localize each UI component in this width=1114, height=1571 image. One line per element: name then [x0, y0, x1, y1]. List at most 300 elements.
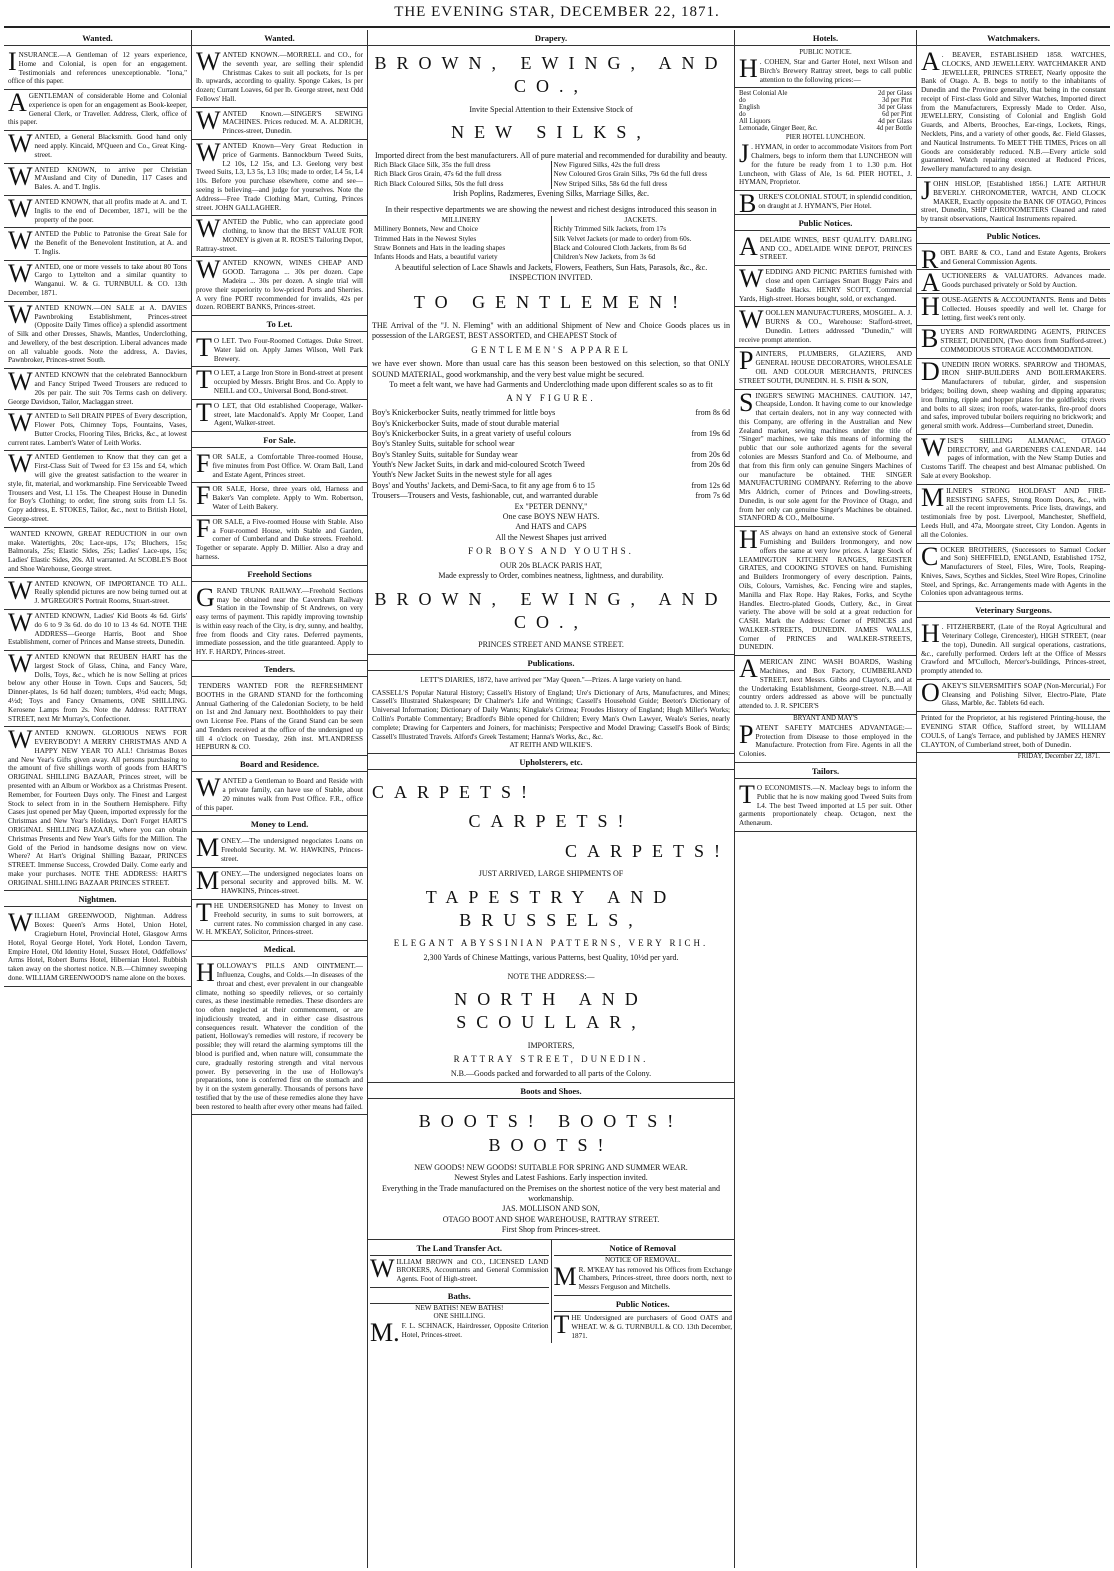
ad-text: OOLLEN MANUFACTURERS, MOSGIEL. A. J. BURNS & CO., Warehouse: Stafford-street, Dunedin. Letters addressed "Dunedin," will receive prompt attention.	[739, 309, 912, 344]
ad-text: . BEAVER, ESTABLISHED 1858. WATCHES, CLOCKS, AND JEWELLERY. WATCHMAKER AND JEWELLER, PRINCES STREET, Nearly opposite the Bank of Otago. A. B. begs to notify to the inhabitants of Dunedin and the Province generally, that being in the constant receipt of First-class Gold and Silver Watches, Imported direct from the Manufacturers, Expressly Made to Order. Also, JEWELLERY, Consisting of Colonial and English Gold Guards, and Alberts, Brooches, Ear-rings, Lockets, Rings, Necklets, Pins, and a variety of other goods, &c. Field Glasses, and Nautical Instruments. To MEET THE TIMES, Prices on all Goods are considerably reduced. N.B.—Every article sold guaranteed. Watch repairing executed at Reduced Prices, Jewellery manufactured to any design.	[921, 51, 1106, 174]
ad-text: OLLOWAY'S PILLS AND OINTMENT.—Influenza, Coughs, and Colds.—In diseases of the throat and chest, ever prevalent in our changeable climate, nothing so speedily relieves, or so certainly cures, as these inestimable remedies. These disorders are too often neglected at their commencement, or are injudiciously treated, and in either case disastrous consequences result. Whatever the condition of the patient, Holloway's remedies will restore, if recovery be possible; they will retard the alarming symptoms till the blood is purified and, when nature will, consummate the cure, gradually restoring strength and vital nervous power. By persevering in the use of Holloway's preparations, tone is conferred first on the stomach and by it on the system generally. Thousands of persons have testified that by the use of these remedies alone they have been restored to health after every other means had failed.	[196, 962, 363, 1111]
drop-cap: T	[196, 365, 212, 395]
advertisement	[192, 397, 367, 432]
ad-text: NSURANCE.—A Gentleman of 12 years experience, Home and Colonial, is open for an engagement. Testimonials and references unexceptionable. "Iona," office of this paper.	[8, 51, 187, 86]
ad-text: OTAGO BOOT AND SHOE WAREHOUSE, RATTRAY STREET.	[442, 1214, 660, 1224]
advertisement	[4, 258, 191, 302]
drop-cap: A	[921, 268, 940, 298]
masthead-rule	[4, 26, 1110, 28]
drop-cap: B	[739, 189, 757, 219]
ad-text: And HATS and CAPS	[515, 522, 587, 532]
ad-text: ONEY.—The undersigned negociates Loans on Freehold Security. M. W. HAWKINS, Princes-street.	[221, 837, 363, 863]
suit-row	[372, 491, 730, 501]
ad-text: ANTED Known.—SINGER'S SEWING MACHINES. Prices reduced. M. A. ALDRICH, Princes-street, Dunedin.	[222, 109, 363, 136]
advertisement	[192, 335, 367, 367]
drop-cap: T	[553, 1310, 570, 1339]
suit-row	[372, 429, 730, 439]
advertisement	[192, 900, 367, 941]
suit-item: Boy's Stanley Suits, suitable for Sunday wear	[372, 449, 518, 459]
section-heading: Freehold Sections	[192, 566, 367, 582]
drop-cap: M	[196, 833, 220, 863]
ad-text: ANTED Gentlemen to Know that they can get a First-Class Suit of Tweed for £3 15s and £4, which will give the greatest satisfaction to the wearer in style, fit, material, and workmanship. Fine Serviceable Tweed Trousers and Vest, L1 15s. The Cheapest House in Dunedin for Boy's Clothing; to order, fine strong suits from L1 5s. Copy address, E. STOKES, Tailor, &c., next to British Hotel, George-street.	[8, 453, 187, 523]
ad-title: CARPETS!	[372, 782, 538, 803]
ad-text: In their respective departments we are showing the newest and richest designs introduced this season in	[385, 205, 717, 215]
advertisement	[917, 621, 1110, 680]
bottom-right	[552, 1240, 735, 1344]
section-heading: Public Notices.	[554, 1295, 733, 1312]
advertisement	[4, 575, 191, 610]
columns	[4, 30, 1110, 1568]
advertisement	[917, 175, 1110, 228]
advertisement	[192, 140, 367, 216]
ad-text: Newest Styles and Latest Fashions. Early inspection invited.	[454, 1173, 648, 1183]
drop-cap: W	[8, 575, 33, 605]
ad-text: ANTED KNOWN that the celebrated Bannockburn and Fancy Striped Tweed Trousers are reduced to 20s per pair. The suit 70s Terms cash on delivery. George Davidson, Tailor, Maclaggan street.	[8, 371, 187, 406]
advertisement	[4, 410, 191, 451]
drop-cap: F	[196, 449, 211, 479]
drop-cap: W	[8, 649, 33, 679]
advertisement	[192, 257, 367, 316]
advertisement	[735, 231, 916, 266]
list-item: Children's New Jackets, from 3s 6d	[553, 253, 656, 262]
drop-cap: W	[921, 432, 946, 462]
price-row	[739, 118, 912, 125]
ad-text: ANTED the Public to Patronise the Great Sale for the Benefit of the Benevolent Institution, at A. and T. Inglis.	[34, 230, 187, 256]
suit-price: from 8s 6d	[695, 408, 730, 418]
advertisement	[4, 451, 191, 527]
suit-price: from 19s 6d	[691, 428, 730, 438]
section-heading: Wanted.	[192, 30, 367, 46]
suit-item: Trousers—Trousers and Vests, fashionable, cut, and warranted durable	[372, 491, 598, 501]
section-heading: Public Notices.	[735, 215, 916, 231]
drop-cap: W	[8, 193, 33, 223]
ad-text: WANTED KNOWN, GREAT REDUCTION in our own make. Watertights, 20s; Lace-ups, 17s; Bluchers, 15s; Balmorals, 25s; Elastic Sides, 25s; Ladies' Lace-ups, 15s; Ladies' Elastic Sides, 20s. All warranted. At SCOBLE'S Boot and Shoe Warehouse, George street.	[8, 529, 187, 573]
column-3	[368, 30, 735, 1568]
ad-subtitle: FOR BOYS AND YOUTHS.	[468, 546, 634, 557]
masthead: THE EVENING STAR, DECEMBER 22, 1871.	[394, 4, 720, 20]
section-heading: Veterinary Surgeons.	[917, 602, 1110, 618]
advertisement	[192, 835, 367, 867]
drop-cap: W	[739, 305, 764, 335]
ad-text: ANTED KNOWN, WINES CHEAP AND GOOD. Tarragona ... 30s per dozen. Cape Madeira ... 30s per dozen. A single trial will prove their superiority to low-priced Ports and Sherries. A very fine PORT recommended for invalids, 42s per dozen. ROBERT BANKS, Princes-street.	[196, 259, 363, 312]
drop-cap: F	[196, 513, 211, 543]
ad-text: JUST ARRIVED, LARGE SHIPMENTS OF	[478, 869, 624, 879]
price-item: do	[739, 111, 746, 119]
advertisement	[192, 49, 367, 108]
ad-text: Irish Poplins, Radzmeres, Evening Silks, Marriage Silks, &c.	[453, 189, 649, 199]
drop-cap: D	[921, 356, 940, 386]
advertisement	[735, 141, 916, 191]
drop-cap: H	[921, 291, 940, 321]
advertisement	[917, 268, 1110, 298]
price-value: 4d per Glass	[878, 118, 912, 126]
ad-title: BROWN, EWING, AND CO.,	[374, 53, 728, 97]
list-item: Black and Coloured Cloth Jackets, from 8s 6d	[553, 243, 687, 252]
ad-text: AINTERS, PLUMBERS, GLAZIERS, AND GENERAL HOUSE DECORATORS, WHOLESALE OIL AND COLOUR MERCHANTS, PRINCES STREET SOUTH, DUNEDIN. H. S. FISH & SON,	[739, 350, 912, 385]
ad-text: ILLIAM BROWN and CO., LICENSED LAND BROKERS, Accountants and General Commission Agents. Foot of High-street.	[396, 1257, 549, 1284]
advertisement	[192, 367, 367, 399]
gentlemen-ad	[368, 283, 734, 654]
drop-cap: W	[8, 367, 33, 397]
advertisement	[192, 865, 367, 900]
advertisement	[4, 910, 191, 986]
drop-cap: T	[196, 333, 212, 363]
ad-text: DELAIDE WINES, BEST QUALITY. DARLING AND CO., ADELAIDE WINE DEPOT, PRINCES STREET.	[759, 235, 912, 262]
ad-text: Everything in the Trade manufactured on the Premises on the shortest notice of the very best material and workmanship.	[382, 1183, 720, 1204]
advertisement	[917, 244, 1110, 274]
ad-text: URKE'S COLONIAL STOUT, in splendid condition, on draught at J. HYMAN'S, Pier Hotel.	[758, 193, 912, 211]
advertisement	[735, 387, 916, 528]
section-heading: Upholsterers, etc.	[368, 754, 734, 770]
pub-notice-title: PUBLIC NOTICE.	[799, 49, 852, 56]
drop-cap: W	[739, 264, 764, 294]
drop-cap: H	[196, 958, 215, 988]
suit-price: from 12s 6d	[691, 480, 730, 490]
drop-cap: W	[196, 255, 221, 285]
ad-text: NEW BATHS! NEW BATHS!	[415, 1304, 504, 1312]
advertisement	[735, 307, 916, 348]
section-heading: Notice of Removal	[554, 1240, 733, 1256]
list-item: Rich Black Gros Grain, 47s 6d the full dress	[374, 170, 502, 179]
section-heading: Money to Lend.	[192, 816, 367, 832]
ad-text: ANTED KNOWN that REUBEN HART has the largest Stock of Glass, China, and Fancy Ware, Dolls, Toys, &c., which he is now Selling at prices below any other House in Town. Cups and Saucers, 5d; Dinner-plates, 1s 6d half dozen; tumblers, 4½d each; Mugs, 4½d; Toys and Fancy Ornaments, ONE SHILLING. Kerosene Lamps from 2s. Note the Address: RATTRAY STREET, next Mr Murray's, Confectioner.	[8, 653, 187, 723]
advertisement	[4, 299, 191, 369]
ad-text: ANTED KNOWN.—MORRELL and CO., for the seventh year, are selling their splendid Christmas Cakes to suit all pockets, for 1s per lb. upwards, according to quality. Sponge Cakes, 1s per dozen; Currant Loaves, 6d per lb. George street, next Odd Fellows' Hall.	[196, 51, 363, 103]
ad-text: . FITZHERBERT, (Late of the Royal Agricultural and Veterinary College, Cirencester), HIGH STREET, (near the top), Dunedin. All surgical operations, castrations, &c., carefully performed. Orders left at the Office of Messrs Crawford and M'Culloch, Mercer's-buildings, Princes-street, promptly attended to.	[921, 623, 1106, 676]
advertisement	[917, 432, 1110, 485]
bottom-notices	[368, 1240, 734, 1347]
list-item: Silk Velvet Jackets (or made to order) from 60s.	[553, 234, 692, 243]
section-heading: Medical.	[192, 941, 367, 957]
advertisement	[4, 727, 191, 891]
drop-cap: T	[196, 898, 212, 928]
ad-text: OUR 20s BLACK PARIS HAT,	[499, 560, 603, 570]
drop-cap: W	[370, 1253, 395, 1283]
ad-text: O LET, that Old established Cooperage, Walker-street, late Macdonald's. Apply Mr Cooper, Land Agent, Walker-street.	[213, 401, 363, 428]
ad-text: To meet a felt want, we have had Garments and Underclothing made upon different scales so as to fit	[389, 380, 713, 390]
ad-text: ANTED KNOWN. GLORIOUS NEWS FOR EVERYBODY! A MERRY CHRISTMAS AND A HAPPY NEW YEAR TO ALL! Christmas Boxes and New Year's Gifts given away. All persons purchasing to the amount of five shillings worth of goods from HART'S ORIGINAL SHILLING BAZAAR, Princes street, will be presented with an Album or Workbox as a Christmas Present. Remember, for Fourteen Days only. The Finest and Largest Stock to select from in in the Southern Hemisphere. Fifty Cases just opened per May Queen, imported expressly for the Christmas and New Year's Holidays. Don't Forget HART'S ORIGINAL SHILLING BAZAAR, where you can obtain Christmas Presents and New Year's Gifts for the Million. The Gold of the Period in handsome designs now on view. Where? At Hart's Original Shilling Bazaar, PRINCES STREET. Immense Success, Crowded Daily. Come early and make your purchases. NOTE THE ADDRESS: HART'S ORIGINAL SHILLING BAZAAR PRINCES STREET.	[8, 729, 187, 887]
ad-text: NEW GOODS! NEW GOODS! SUITABLE FOR SPRING AND SUMMER WEAR.	[414, 1162, 688, 1172]
section-heading: Board and Residence.	[192, 756, 367, 772]
ad-text: AKEY'S SILVERSMITH'S SOAP (Non-Mercurial,) For Cleansing and Polishing Silver, Electro-Plate, Plate Glass, Marble, &c. Tablets 6d each.	[941, 681, 1106, 708]
advertisement	[192, 960, 367, 1115]
advertisement	[735, 782, 916, 832]
ad-text: AT REITH AND WILKIE'S.	[509, 741, 593, 750]
advertisement	[4, 90, 191, 131]
price-item: Lemonade, Ginger Beer, &c.	[739, 125, 818, 133]
ad-subtitle: ELEGANT ABYSSINIAN PATTERNS, VERY RICH.	[393, 938, 709, 949]
ad-text: O ECONOMISTS.—N. Macleay begs to inform the Public that he is now making good Tweed Suits from L4. The best Tweed imported at L5 per suit. Other garments proportionately cheap. Octagon, next the Athenæum.	[739, 784, 912, 828]
price-value: 3d per Pint	[882, 97, 912, 105]
ad-text: ANTED a Gentleman to Board and Reside with a private family, can have use of Stable, about 20 minutes walk from Post Office. F.R., office of this paper.	[196, 777, 363, 812]
ad-text: HE UNDERSIGNED has Money to Invest on Freehold security, in sums to suit borrowers, at current rates. No commission charged in any case. W. H. M'KEAY, Solicitor, Princes-street.	[196, 902, 363, 937]
ad-text: Made expressly to Order, combines neatness, lightness, and durability.	[438, 571, 664, 581]
price-value: 4d per Bottle	[876, 125, 912, 133]
silks-left	[372, 161, 552, 189]
advertisement	[192, 451, 367, 483]
ad-text: N.B.—Goods packed and forwarded to all parts of the Colony.	[450, 1068, 652, 1078]
ad-text: GENTLEMAN of considerable Home and Colonial experience is open for an engagement as Book-keeper, General Clerk, or Traveller. Address, Clerk, office of this paper.	[8, 92, 187, 127]
ad-text: ANTED, one or more vessels to take about 80 Tons Cargo to Lyttelton and a similar quantity to Wanganui. W. & G. TURNBULL & CO. 13th December, 1871.	[8, 262, 187, 297]
millinery-list	[372, 216, 730, 263]
ad-text: we have ever shown. More than usual care has this season been bestowed on this selection, so that ONLY SOUND MATERIAL, good workmanship, and the very best value might be secured.	[372, 359, 730, 379]
drop-cap: H	[921, 619, 940, 649]
bryant-heading: BRYANT AND MAY'S	[793, 714, 858, 722]
drop-cap: J	[921, 175, 932, 205]
ad-text: ANTED the Public, who can appreciate good clothing, to know that the BEST VALUE FOR MONEY is given at R. ROSE'S Tailoring Depot, Rattray-street.	[196, 218, 363, 253]
ad-text: ILNER'S STRONG HOLDFAST AND FIRE-RESISTING SAFES, Strong Room Doors, &c., with all the recent improvements. Price lists, drawings, and testimonials free by post. Liverpool, Manchester, Sheffield, Leeds Hull, and 47a, Moorgate street, City London. Agents in all the Colonies.	[921, 486, 1106, 539]
section-heading: Wanted.	[4, 30, 191, 46]
advertisement	[917, 482, 1110, 544]
list-item: New Striped Silks, 58s 6d the full dress	[553, 179, 668, 188]
list	[374, 225, 549, 262]
drop-cap: B	[921, 324, 939, 354]
section-heading: Publications.	[368, 655, 734, 671]
drop-cap: W	[8, 725, 33, 755]
suit-item: Boy's Knickerbocker Suits, in a great variety of useful colours	[372, 428, 572, 438]
drop-cap: P	[739, 719, 754, 749]
ad-text: OUSE-AGENTS & ACCOUNTANTS. Rents and Debts Collected. Houses speedily and well let. Charge for letting, first week's rent only.	[941, 295, 1106, 322]
suit-row	[372, 450, 730, 460]
ad-text: Ex "PETER DENNY,"	[514, 501, 588, 511]
ad-text: Imported direct from the best manufacturers. All of pure material and recommended for durability and beauty.	[374, 150, 728, 160]
advertisement	[4, 607, 191, 651]
drop-cap: W	[8, 908, 33, 938]
ad-title: NORTH AND SCOULLAR,	[454, 988, 648, 1033]
suit-row	[372, 481, 730, 491]
ad-text: ONEY.—The undersigned negociates loans on personal security and approved bills. M. W. HAWKINS, Princes-street.	[221, 869, 363, 896]
section-heading: Public Notices.	[917, 228, 1110, 244]
list-item: Rich Black Coloured Silks, 50s the full dress	[374, 179, 504, 188]
ad-text: . COHEN, Star and Garter Hotel, next Wilson and Birch's Brewery Rattray street, begs to call public attention to the following prices:—	[759, 58, 912, 84]
drop-cap: H	[739, 525, 758, 555]
ad-text: ANTED KNOWN, to arrive per Christian M'Ausland and City of Dunedin, 117 Cases and Bales. A. and T. Inglis.	[34, 165, 187, 192]
ad-text: ONE SHILLING.	[433, 1312, 485, 1320]
drop-cap: R	[921, 244, 939, 274]
advertisement	[4, 49, 191, 90]
suit-item: Boys' and Youths' Jackets, and Demi-Saca, to fit any age from 6 to 15	[372, 480, 595, 490]
advertisement	[192, 680, 367, 756]
ad-text: IMPORTERS,	[527, 1040, 575, 1050]
ad-text: ANTED KNOWN, Ladies' Kid Boots 4s 6d. Girls' do 6 to 9 3s 6d. do do 10 to 13 4s 6d. NOTE THE ADDRESS—George Harris, Boot and Shoe Establishment, corner of Princes and Manse streets, Dunedin.	[8, 611, 187, 647]
ad-text: INSPECTION INVITED.	[509, 273, 593, 282]
ad-text: ATENT SAFETY MATCHES ADVANTAGE:— Protection from Disease to those employed in the Manufacture. Protection from Fire. Agents in all the Colonies.	[739, 723, 912, 759]
advertisement	[4, 369, 191, 410]
column-4	[735, 30, 917, 1568]
suit-price: from 20s 6d	[691, 449, 730, 459]
suit-row	[372, 419, 730, 429]
ad-text: NOTE THE ADDRESS:—	[507, 971, 595, 981]
column-5	[917, 30, 1110, 1568]
ad-text: OCKER BROTHERS, (Successors to Samuel Cocker and Son) SHEFFIELD, ENGLAND, Established 1752, Manufacturers of Steel, Files, Wire, Tools, Reaping-Knives, Saws, Scythes and Sickles, Steel Wire Ropes, Crinoline Steel, and Springs, &c. Arrangements made with Agents in the Colonies upon advantageous terms.	[921, 545, 1106, 598]
advertisement	[735, 527, 916, 656]
silks-list	[372, 161, 730, 189]
column-2	[192, 30, 368, 1568]
drop-cap: S	[739, 387, 754, 417]
advertisement	[192, 582, 367, 661]
drop-cap: W	[8, 161, 33, 191]
price-row	[739, 90, 912, 97]
drop-cap: A	[739, 231, 758, 261]
section-heading: To Let.	[192, 316, 367, 332]
ad-text: O LET, a Large Iron Store in Bond-street at present occupied by Messrs. Bright Bros. and Co. Apply to NEILL and CO., Universal Bond, Bond-street.	[213, 369, 363, 395]
oats-ad	[550, 1312, 736, 1343]
ad-text: A beautiful selection of Lace Shawls and Jackets, Flowers, Feathers, Sun Hats, Parasols, &c., &c.	[394, 262, 708, 272]
drop-cap: P	[739, 346, 754, 376]
drop-cap: C	[921, 541, 939, 571]
advertisement	[917, 326, 1110, 358]
drop-cap: F	[196, 481, 211, 511]
pier-heading: PIER HOTEL LUNCHEON.	[785, 134, 866, 142]
price-row	[739, 104, 912, 111]
list-item: Millinery Bonnets, New and Choice	[374, 225, 479, 234]
advertisement	[4, 193, 191, 228]
ad-text: Invite Special Attention to their Extensive Stock of	[469, 104, 633, 114]
suit-row	[372, 439, 730, 449]
drop-cap: J	[739, 139, 750, 169]
baths-ad	[368, 1318, 553, 1347]
ad-text: ANTED KNOWN, OF IMPORTANCE TO ALL. Really splendid pictures are now being turned out at J. M'GREGOR'S Portrait Rooms, Stuart-street.	[34, 579, 187, 606]
ad-text: 2,300 Yards of Chinese Mattings, various Patterns, best Quality, 10½d per yard.	[423, 953, 679, 963]
drop-cap: W	[8, 258, 33, 288]
advertisement	[917, 541, 1110, 603]
bottom-left	[368, 1240, 552, 1347]
suit-item: Boy's Stanley Suits, suitable for school wear	[372, 439, 515, 449]
advertisement	[735, 348, 916, 389]
land-ad	[368, 1253, 553, 1287]
price-value: 2d per Glass	[878, 90, 912, 98]
ad-text: R. M'KEAY has removed his Offices from Exchange Chambers, Princes-street, three doors north, next to Messrs Ferguson and Mitchells.	[578, 1265, 732, 1292]
drop-cap: T	[739, 780, 755, 809]
drop-cap: A	[8, 88, 27, 118]
ad-text: CASSELL'S Popular Natural History; Cassell's History of England; Ure's Dictionary of Arts, Manufactures, and Mines; Cassell's Illustrated Shakespeare; Dr Chalmer's Life and Writings; Cassell's Household Guide; Beeton's Dictionary of Universal Information; Dictionary of Daily Wants; Kinglake's Crimea; Froudes History of England; Hugh Miller's Works; Collin's Portable Commentary; Bradford's Bible opened for Children; Every Man's Own Lawyer, Weale's Series, nearly complete; Drawing for Carpenters and Joiners, for machinists; Perspective and Model Drawing; Cassell's Book of Birds; Cassell's Illustrated Travels. Alford's Greek Testament; Hanna's Works, &c., &c.	[372, 688, 730, 741]
suit-price: from 7s 6d	[695, 491, 730, 501]
price-row	[739, 97, 912, 104]
drop-cap: W	[8, 299, 33, 329]
advertisement	[735, 719, 916, 763]
ad-title: CARPETS!	[468, 811, 634, 832]
ad-text: JAS. MOLLISON AND SON,	[502, 1204, 600, 1214]
drop-cap: W	[196, 214, 221, 244]
section-heading: For Sale.	[192, 432, 367, 448]
ad-text: TENDERS WANTED FOR the REFRESHMENT BOOTHS in the GRAND STAND for the forthcoming Annual Gathering of the Caledonian Society, to be held on 1st and 2nd January next. Boothholders to pay their own License Fee. Plans of the Grand Stand can be seen and Tenders received at the office of the undersigned up till 4 o'clock on Tuesday, 26th inst. M'LANDRESS HEPBURN & CO.	[196, 681, 363, 752]
price-item: English	[739, 104, 760, 112]
ad-title: CARPETS!	[564, 840, 730, 861]
ad-text: ANTED Known—Very Great Reduction in price of Garments. Bannockburn Tweed Suits, L2 10s, L2 15s, and L3. Geelong very best Tweed Suits, L3, L3 5s, L3 10s; made to order, L4 5s, L4 10s. Before you purchase elsewhere, come and see—seeing is believing—and judge for yourselves. Note the Address—Free Trade Clothing Mart, Cutting, Princes street. JOHN GALLAGHER.	[196, 142, 363, 212]
ad-text: ANTED KNOWN.—ON SALE at A. DAVIES Pawnbroking Establishment, Princes-street (Opposite Daily Times office) a splendid assortment of Silk and other Dresses, Shawls, Mantles, Underclothing, and Jewellery, of the best description. Liberal advances made on all valuable goods. Note the address, A. Davies, Pawnbroker, Princes-street South.	[8, 303, 187, 365]
ad-title: TO GENTLEMEN!	[413, 292, 689, 313]
drop-cap: A	[739, 654, 758, 684]
ad-text: ANTED to Sell DRAIN PIPES of Every description, Flower Pots, Chimney Tops, Fountains, Vases, Butter Crocks, Flooring Tiles, Bricks, &c., at lowest current rates. Lambert's Water of Leith Works.	[8, 412, 187, 447]
drop-cap: W	[196, 138, 221, 168]
ad-text: RAND TRUNK RAILWAY.—Freehold Sections may be obtained near the Caversham Railway Station in the Township of St Andrews, on very easy terms of payment. This rapidly improving township is within easy reach of the City, is dry, sunny, and healthy, free from floods and City rates. Deferred payments, immediate possession, and the title guaranteed. Apply to HY. F. HARDY, Princes-street.	[196, 586, 363, 657]
ad-text: PRINCES STREET AND MANSE STREET.	[478, 640, 624, 650]
ad-text: OR SALE, Horse, three years old, Harness and Baker's Van complete. Apply to Wm. Robertson, Water of Leith Bakery.	[212, 485, 363, 512]
ad-text: UNEDIN IRON WORKS. SPARROW and THOMAS, IRON SHIP-BUILDERS AND BOILERMAKERS. Manufacturers of tubular, girder, and suspension bridges; boiling down, sheep washing and dipping apparatus; iron fluming, ripple and hopper plates for the goldfields; rivets and bolts to all sizes; iron roofs, water-tanks, fire-proof doors and safes, improved tubular boilers requiring no brickwork; and general smith work. Address—Cumberland street, Dunedin.	[921, 360, 1106, 431]
ad-title: BOOTS! BOOTS! BOOTS!	[418, 1111, 684, 1155]
ad-text: One case BOYS NEW HATS.	[502, 512, 600, 522]
imprint-date: FRIDAY, December 22, 1871.	[1017, 753, 1100, 761]
ad-subtitle: RATTRAY STREET, DUNEDIN.	[453, 1054, 649, 1065]
list-item: Trimmed Hats in the Newest Styles	[374, 234, 477, 243]
price-row	[739, 125, 912, 132]
suit-item: Youth's New Jacket Suits in the newest style for all ages	[372, 470, 552, 480]
drop-cap: M.	[370, 1318, 400, 1347]
ad-text: OBT. BARE & CO., Land and Estate Agents, Brokers and General Commission Agents.	[940, 248, 1106, 266]
suit-row	[372, 408, 730, 418]
ad-text: AS always on hand an extensive stock of General Furnishing and Builders Ironmongery, and now offers the same at very low prices. A large Stock of LEAMINGTON KITCHEN RANGES, REGISTER GRATES, and COOKING STOVES on hand. Furnishing and Builders Ironmongery of every description. Paints, Oils, Colours, Varnishes, &c. Fencing wire and staples, Manilla and Flax Rope. Hay Rakes, Forks, and Scythe Handles. Electro-plated Goods, Cutlery, &c., in Great variety. The above will be sold at a great reduction for CASH. Mark the Address: Corner of PRINCES and WALKER-STREETS, DUNEDIN. JAMES WALLS, Corner of PRINCES and WALKER-STREETS, DUNEDIN.	[739, 529, 912, 652]
section-heading: Drapery.	[368, 30, 734, 46]
section-heading: Hotels.	[735, 30, 916, 46]
price-item: Best Colonial Ale	[739, 90, 788, 98]
list-item: New Figured Silks, 42s the full dress	[553, 160, 660, 169]
millinery-right	[552, 216, 731, 263]
ad-text: F. L. SCHNACK, Hairdresser, Opposite Criterion Hotel, Princes-street.	[401, 1322, 549, 1339]
millinery-left	[372, 216, 552, 263]
suit-row	[372, 470, 730, 480]
drop-cap: M	[921, 482, 945, 512]
advertisement	[917, 49, 1110, 178]
drop-cap: M	[553, 1261, 577, 1291]
publication-ad	[368, 674, 734, 754]
ad-title: BROWN, EWING, AND CO.,	[374, 588, 728, 633]
carpets-ad	[368, 773, 734, 1083]
advertisement	[192, 483, 367, 515]
suit-item: Boy's Knickerbocker Suits, made of stout durable material	[372, 418, 560, 428]
price-value: 6d per Pint	[882, 111, 912, 119]
drop-cap: A	[921, 47, 940, 76]
list-item: Richly Trimmed Silk Jackets, from 17s	[553, 225, 667, 234]
advertisement	[4, 651, 191, 727]
advertisement	[735, 189, 916, 219]
ad-text: ANTED, a General Blacksmith. Good hand only need apply. Kincaid, M'Queen and Co., Great King-street.	[34, 133, 187, 159]
advertisement	[192, 105, 367, 140]
drop-cap: W	[8, 226, 33, 256]
drop-cap: W	[8, 129, 33, 159]
section-heading: Nightmen.	[4, 891, 191, 907]
ad-text: INGER'S SEWING MACHINES. CAUTION. 147, Cheapside, London. It having come to our knowledge that certain dealers, not in any way connected with this Company, are offering in the Australian and New Zealand market, sewing machines under the title of "Singer" machines, we take this means of informing the public that our sole authorized agents for the several colonies are Messrs Stanford and Co. of Melbourne, and that from this firm only can genuine Singers Machines of our manufacture be obtained. THE SINGER MANUFACTURING COMPANY. Referring to the above Mrs Aldrich, corner of Princes and Dowling-streets, Dunedin, is our sole agent for the Province of Otago, and from her only can genuine Singer's Machines be obtained. STANFORD & CO., Melbourne.	[739, 391, 912, 523]
ad-text: UCTIONEERS & VALUATORS. Advances made. Goods purchased privately or Sold by Auction.	[941, 272, 1106, 290]
suits-list	[372, 408, 730, 502]
ad-subtitle: ANY FIGURE.	[506, 393, 596, 404]
ad-text: ILLIAM GREENWOOD, Nightman. Address Boxes: Queen's Arms Hotel, Union Hotel, Cragieburn Hotel, Provincial Hotel, Glasgow Arms Hotel, Royal George Hotel, York Hotel, London Tavern, Empire Hotel, Old Identity Hotel, Sussex Hotel, Oddfellows' Arms Hotel, Robert Burns Hotel, Hibernian Hotel. Rubbish taken away on the shortest notice. N.B.—Chimney sweeping done. WILLIAM GREENWOOD'S name alone on the boxes.	[8, 912, 187, 982]
price-item: do	[739, 97, 746, 105]
ad-text: O LET. Two Four-Roomed Cottages. Duke Street. Water laid on. Apply James Wilson, Well Park Brewery.	[213, 337, 363, 363]
drop-cap: W	[196, 773, 221, 803]
ad-title: TAPESTRY AND BRUSSELS,	[425, 886, 677, 931]
drop-cap: W	[8, 449, 33, 479]
section-heading: The Land Transfer Act.	[370, 1240, 549, 1256]
advertisement	[735, 656, 916, 715]
ad-text: UYERS AND FORWARDING AGENTS, PRINCES STREET, DUNEDIN, (Two doors from Stafford-street.) COMMODIOUS STORAGE ACCOMMODATION.	[940, 328, 1106, 354]
section-heading: Tenders.	[192, 661, 367, 677]
ad-text: ANTED KNOWN, that all profits made at A. and T. Inglis to the end of December, 1871, will be the property of the poor.	[34, 197, 187, 224]
price-list	[739, 90, 912, 132]
advertisement	[4, 161, 191, 196]
list	[554, 225, 729, 262]
column-1	[4, 30, 192, 1568]
drop-cap: T	[196, 397, 212, 427]
advertisement	[735, 266, 916, 307]
ad-text: MERICAN ZINC WASH BOARDS, Washing Machines, and Box Factory, CUMBERLAND STREET, next Messrs. Gibbs and Clayton's, and at the Undertaking Establishment, George-street. N.B.—All country orders addressed as above will be punctually attended to. J. R. SPICER'S	[739, 658, 912, 711]
price-value: 3d per Glass	[878, 104, 912, 112]
price-item: All Liquors	[739, 118, 771, 126]
advertisement	[735, 56, 916, 88]
ad-text: ISE'S SHILLING ALMANAC, OTAGO DIRECTORY, and GARDENERS CALENDAR. 144 pages of information, with the New Stamp Duties and Customs Tariff. The cheapest and best Almanac published. On Sale at every Bookshop.	[921, 436, 1106, 481]
price-row	[739, 111, 912, 118]
removal-ad	[550, 1261, 736, 1295]
advertisement	[192, 216, 367, 257]
